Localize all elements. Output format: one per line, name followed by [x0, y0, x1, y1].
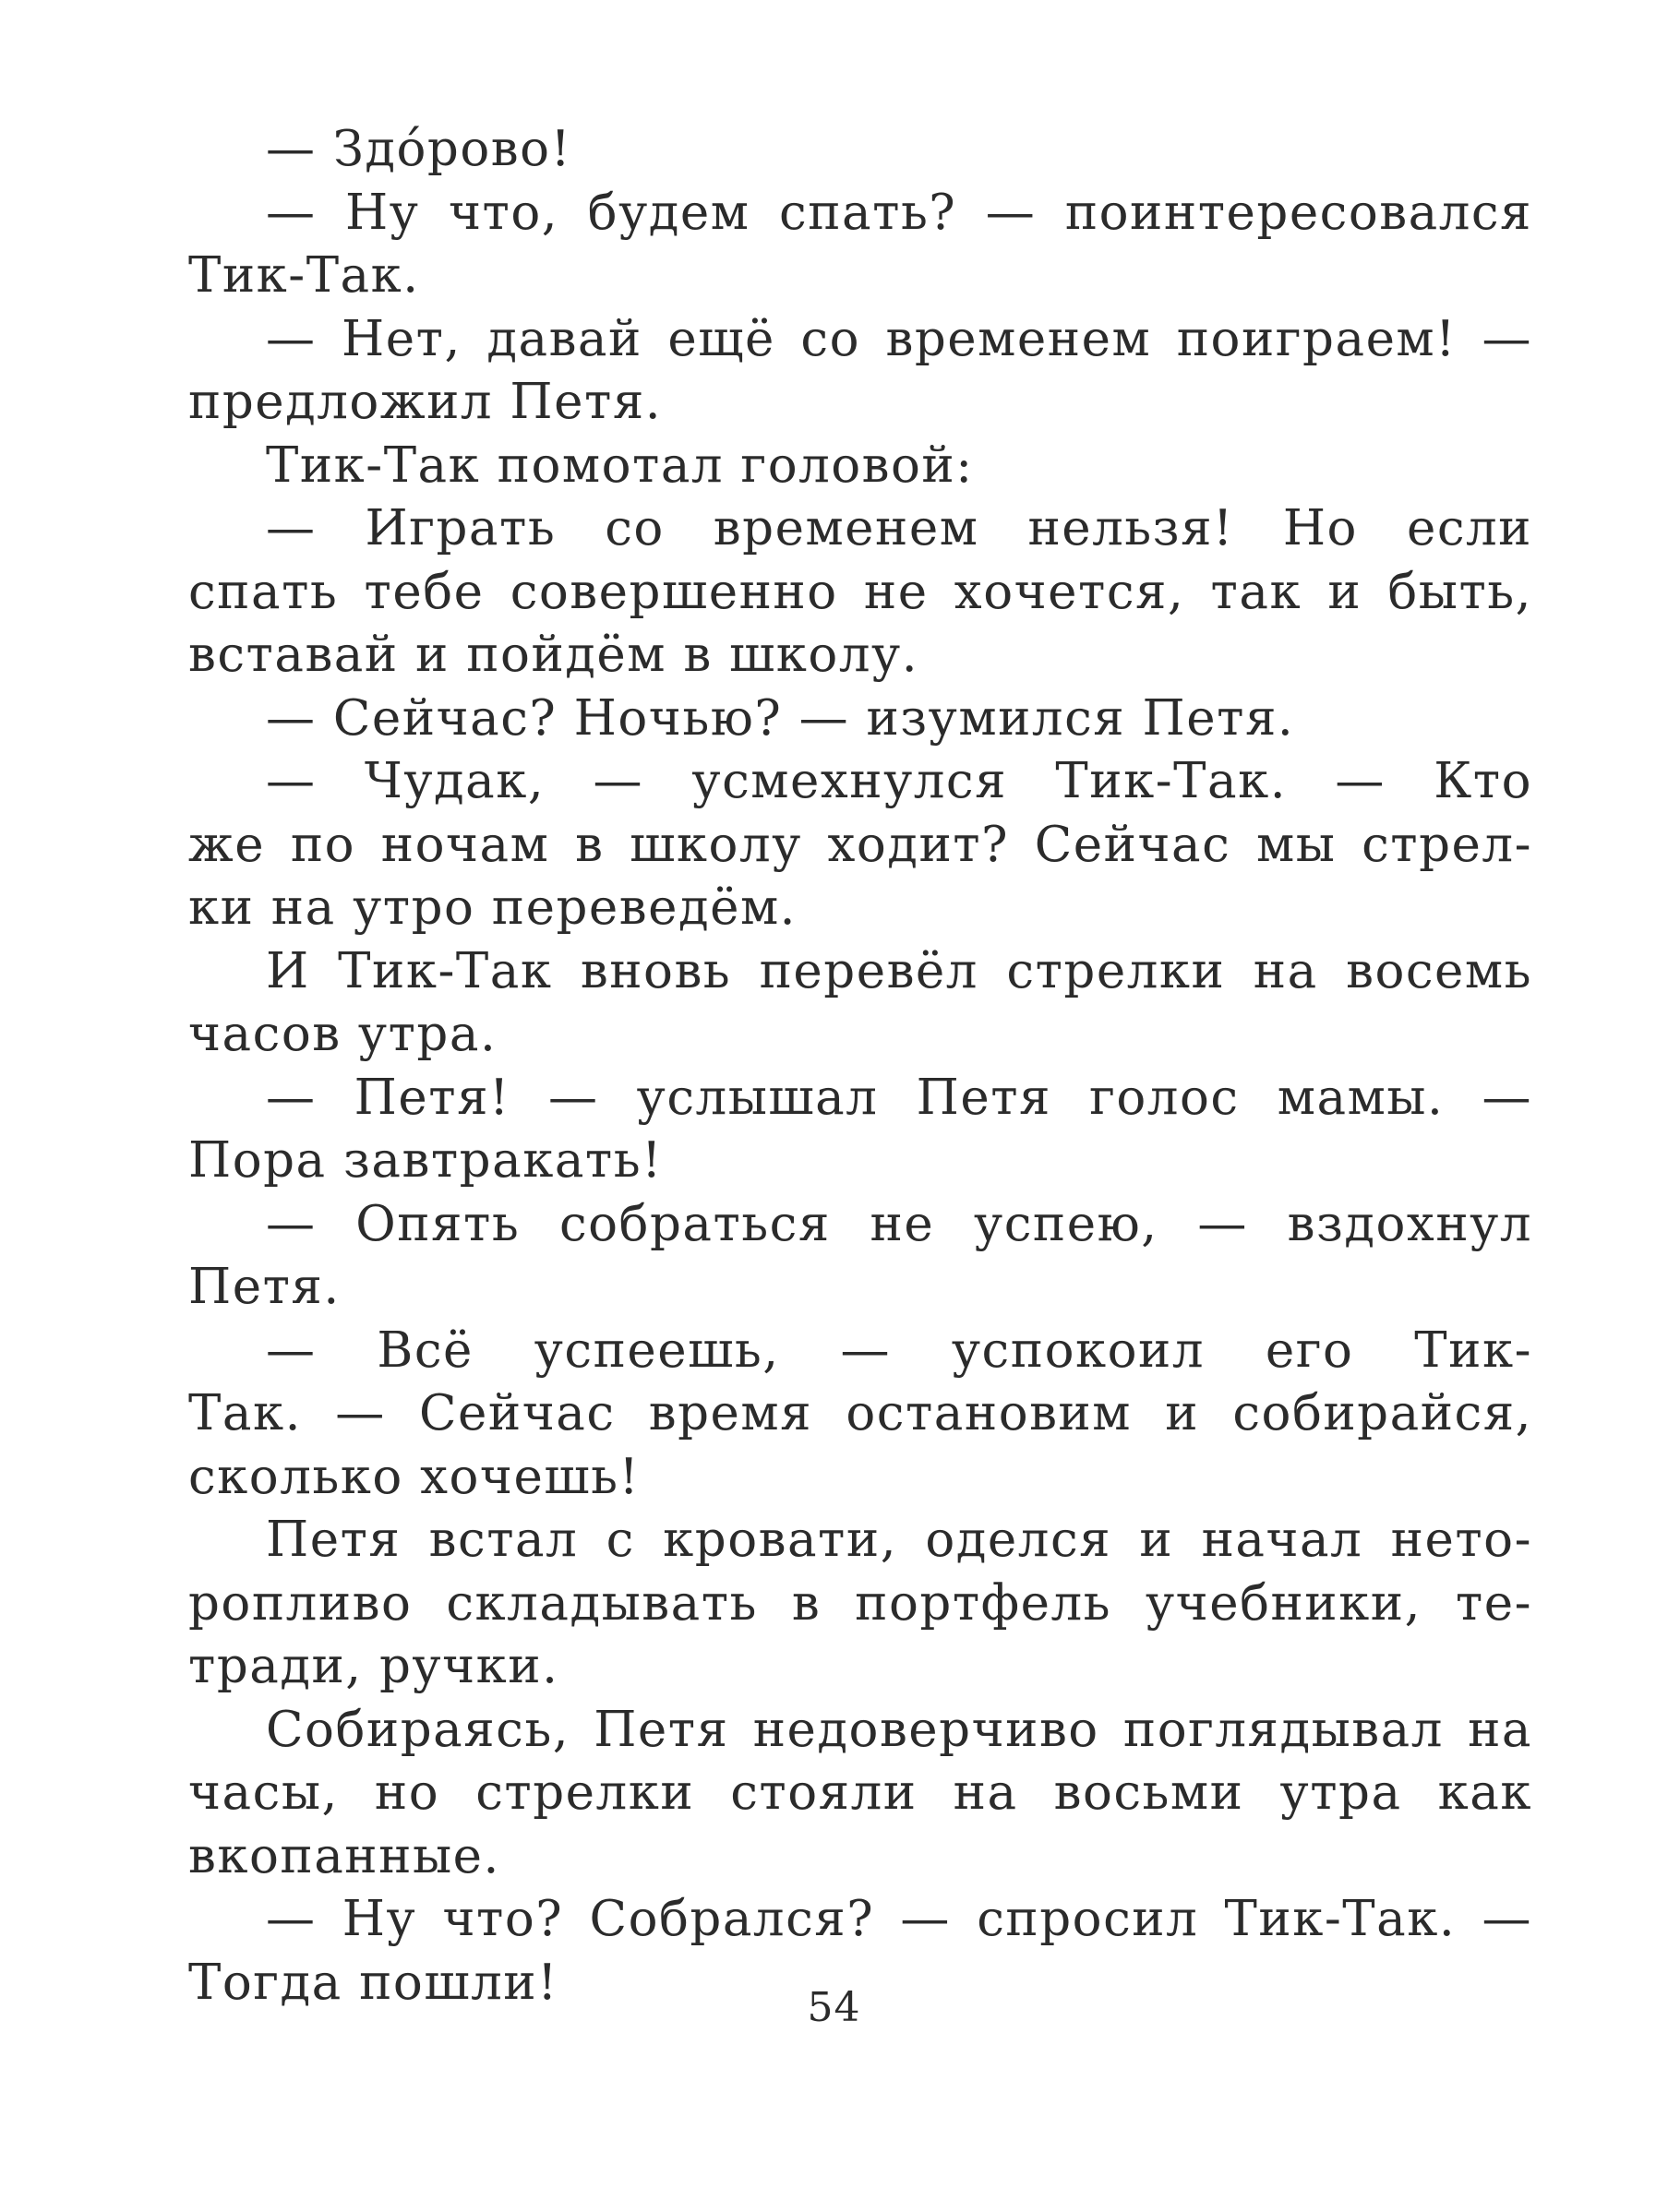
text-line: Собираясь, Петя недоверчиво поглядывал на [266, 1701, 1532, 1758]
text-line: Тик-Так помотал головой: [266, 436, 974, 494]
text-line: ропливо складывать в портфель учебники, те- [188, 1574, 1532, 1632]
text-line: ки на утро переведём. [188, 879, 798, 936]
text-line: — Ну что, будем спать? — поинтересовался [266, 184, 1532, 241]
page-number: 54 [807, 1984, 861, 2031]
text-line: Тик-Так. [188, 247, 420, 304]
text-line: часы, но стрелки стояли на восьми утра как [188, 1764, 1532, 1821]
text-line: вставай и пойдём в школу. [188, 627, 919, 683]
text-line: — Петя! — услышал Петя голос мамы. — [266, 1069, 1532, 1126]
text-line: Петя встал с кровати, оделся и начал нето- [266, 1512, 1532, 1568]
text-line: спать тебе совершенно не хочется, так и быть, [188, 563, 1532, 620]
text-line: — Чудак, — усмехнулся Тик-Так. — Кто [266, 753, 1532, 809]
text-line: предложил Петя. [188, 374, 663, 430]
text-line: тради, ручки. [188, 1638, 559, 1694]
text-line: — Играть со временем нельзя! Но если [266, 500, 1532, 556]
text-line: — Опять собраться не успею, — вздохнул [266, 1195, 1532, 1252]
text-line: — Сейчас? Ночью? — изумился Петя. [266, 689, 1295, 747]
text-line: часов утра. [188, 1006, 498, 1062]
text-line: — Здóрово! [266, 121, 572, 177]
text-line: И Тик-Так вновь перевёл стрелки на восемь [266, 942, 1532, 999]
text-line: — Всё успеешь, — успокоил его Тик- [266, 1321, 1532, 1379]
text-line: же по ночам в школу ходит? Сейчас мы стрел- [188, 816, 1532, 873]
text-line: — Ну что? Собрался? — спросил Тик-Так. — [266, 1891, 1532, 1947]
body-text [188, 118, 1532, 2015]
text-line: Петя. [188, 1259, 341, 1315]
text-line: вкопанные. [188, 1827, 500, 1884]
text-line: Так. — Сейчас время остановим и собирайся, [188, 1385, 1532, 1441]
text-line: сколько хочешь! [188, 1448, 641, 1505]
text-line: — Нет, давай ещё со временем поиграем! — [266, 310, 1532, 367]
text-line: Пора завтракать! [188, 1132, 663, 1189]
text-line: Тогда пошли! [188, 1954, 558, 2011]
